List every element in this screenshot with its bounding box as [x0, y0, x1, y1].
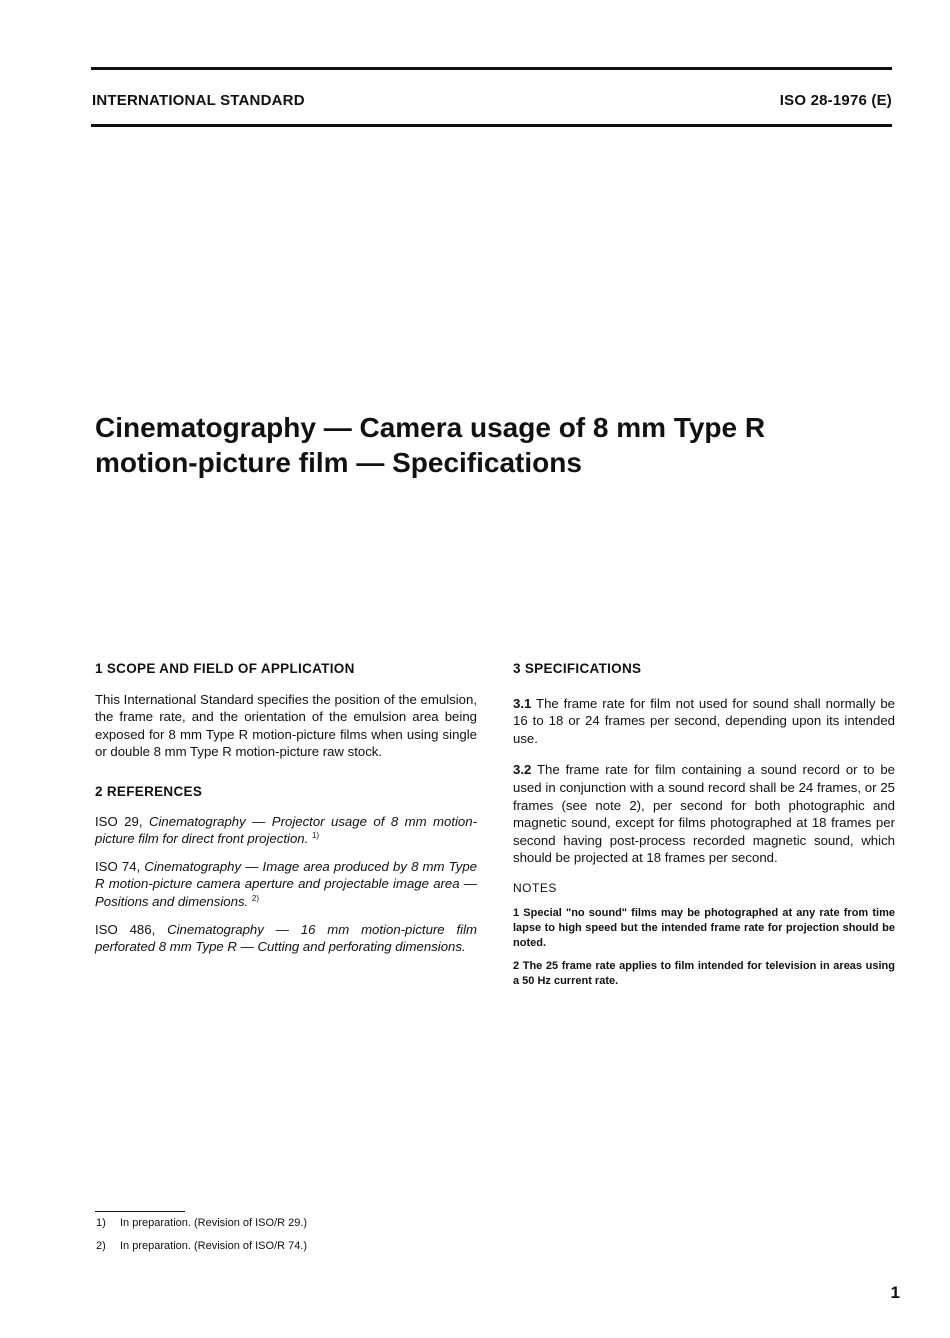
- reference-item: [95, 813, 477, 848]
- section-1-body: This International Standard specifies the position of the emulsion, the frame rate, and the orientation of the emulsion area being exposed for 8 mm Type R motion-picture films when using single or double 8 mm Type R motion-picture raw stock.: [95, 691, 477, 760]
- clause-text: The frame rate for film containing a sound record or to be used in conjunction with a sound record shall be 24 frames, or 25 frames (see note 2), per second for both photographic and magnetic sound, except for films photographed at 18 frames per second having post-process recorded magnetic sound, which should be projected at 18 frames per second.: [513, 762, 895, 866]
- clause-text: The frame rate for film not used for sound shall normally be 16 to 18 or 24 frames per second, depending upon its intended use.: [513, 695, 895, 746]
- header-top-rule: [91, 67, 892, 70]
- right-column: [513, 660, 895, 989]
- footnote-2: [96, 1240, 307, 1252]
- footnote-text: In preparation. (Revision of ISO/R 29.): [120, 1217, 308, 1229]
- reference-footnote-marker: 2): [251, 893, 260, 903]
- reference-footnote-marker: 1): [311, 831, 320, 841]
- left-column: [95, 660, 477, 956]
- section-1-heading: 1 SCOPE AND FIELD OF APPLICATION: [95, 661, 355, 676]
- reference-code: ISO 486,: [95, 921, 156, 937]
- reference-code: ISO 74,: [95, 858, 141, 874]
- notes-heading: NOTES: [513, 880, 557, 895]
- clause-number: 3.1: [513, 695, 532, 711]
- document-title: [95, 410, 855, 480]
- reference-item: [95, 858, 477, 911]
- note-2: 2 The 25 frame rate applies to film intended for television in areas using a 50 Hz current rate.: [513, 959, 895, 987]
- footnote-text: In preparation. (Revision of ISO/R 74.): [120, 1240, 308, 1252]
- clause-3-2: [513, 761, 895, 867]
- header-bottom-rule: [91, 124, 892, 127]
- clause-3-1: [513, 695, 895, 748]
- footnote-separator: [95, 1211, 185, 1212]
- reference-title: Cinematography — Image area produced by 8 mm Type R motion-picture camera aperture and projectable image area — Positions and dimensions.: [95, 858, 477, 909]
- reference-code: ISO 29,: [95, 813, 143, 829]
- title-line-1: Cinematography — Camera usage of 8 mm Type R: [95, 412, 766, 443]
- footnote-number: 1): [96, 1217, 106, 1229]
- reference-item: [95, 921, 477, 956]
- clause-number: 3.2: [513, 762, 532, 778]
- reference-title: Cinematography — 16 mm motion-picture film perforated 8 mm Type R — Cutting and perforating dimensions.: [95, 921, 477, 955]
- title-line-2: motion-picture film — Specifications: [95, 447, 582, 478]
- header-right-label: ISO 28-1976 (E): [779, 92, 892, 109]
- page-number: 1: [890, 1283, 900, 1302]
- section-3-heading: 3 SPECIFICATIONS: [513, 661, 642, 676]
- header-left-label: INTERNATIONAL STANDARD: [92, 92, 305, 109]
- note-1: 1 Special "no sound" films may be photographed at any rate from time lapse to high speed but the intended frame rate for projection should be noted.: [513, 906, 895, 949]
- section-2-heading: 2 REFERENCES: [95, 783, 203, 799]
- footnote-number: 2): [96, 1240, 106, 1252]
- reference-title: Cinematography — Projector usage of 8 mm motion-picture film for direct front projection.: [95, 813, 477, 847]
- footnote-1: [96, 1217, 307, 1229]
